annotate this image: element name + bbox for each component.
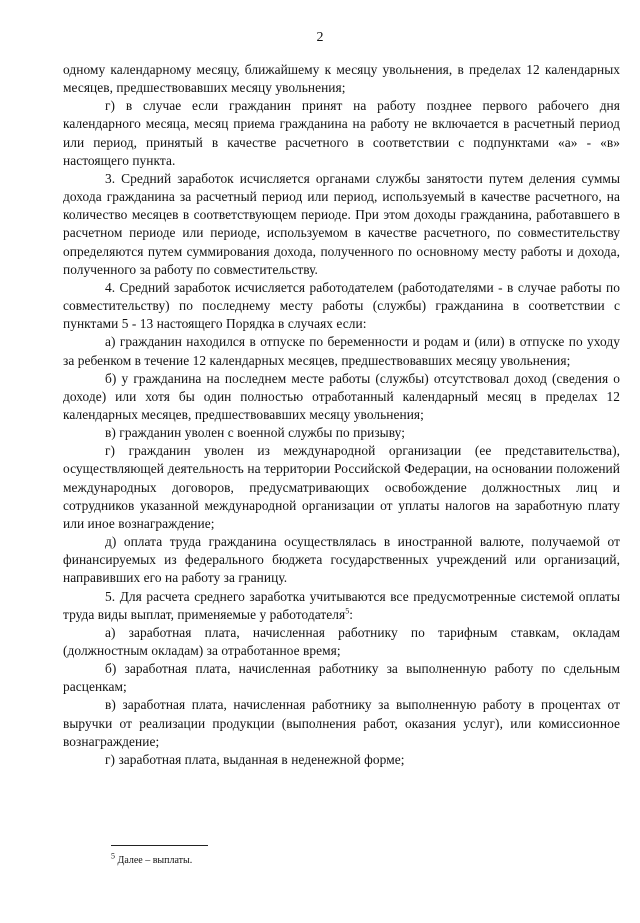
paragraph-5-item-v: в) заработная плата, начисленная работнику за выполненную работу в процентах от выручки от реализации продукции (выполнения работ, оказания услуг), или комиссионное вознаграждение; [63,697,620,749]
footnote-marker: 5 [111,851,115,861]
paragraph-4-item-d: д) оплата труда гражданина осуществлялась в иностранной валюте, получаемой от финансируемых из федерального бюджета государственных учреждений или организаций, направивших его на работу за границу. [63,534,620,586]
footnote-divider [111,845,208,846]
paragraph-5-text: 5. Для расчета среднего заработка учитываются все предусмотренные системой оплаты труда виды выплат, применяемые у работодателя [63,588,620,622]
footnote-reference: 5 [345,606,350,616]
paragraph-5 [63,588,620,624]
paragraph-5-item-a: а) заработная плата, начисленная работнику по тарифным ставкам, окладам (должностным окладам) за отработанное время; [63,624,620,658]
paragraph-5-item-g: г) заработная плата, выданная в неденежной форме; [105,751,405,767]
paragraph-5-item-b: б) заработная плата, начисленная работнику за выполненную работу по сдельным расценкам; [63,661,620,695]
paragraph-5-suffix: : [349,606,354,622]
paragraph-4-item-v: в) гражданин уволен с военной службы по призыву; [105,425,405,441]
paragraph-4-item-a: а) гражданин находился в отпуске по беременности и родам и (или) в отпуске по уходу за ребенком в течение 12 календарных месяцев, предшествовавших месяцу увольнения; [63,334,620,368]
paragraph-4: 4. Средний заработок исчисляется работодателем (работодателями - в случае работы по совместительству) по последнему месту работы (службы) гражданина в соответствии с пунктами 5 - 13 настоящего Порядка в случаях если: [63,279,620,332]
paragraph-3: 3. Средний заработок исчисляется органами службы занятости путем деления суммы дохода гражданина за расчетный период или период, используемый в качестве расчетного, на количество месяцев в соответствующем периоде. При этом доходы гражданина, работавшего в расчетном периоде или периоде, используемом в качестве расчетного, по совместительству определяются путем суммирования дохода, полученного по основному месту работы и дохода, полученного за работу по совместительству. [63,170,620,277]
document-body [63,61,620,769]
paragraph-4-item-g: г) гражданин уволен из международной организации (ее представительства), осуществляющей деятельность на территории Российской Федерации, на основании положений международных договоров, предусматривающих освобождение должностных лиц и сотрудников указанной международной организации от уплаты налогов на заработную плату или иное вознаграждение; [63,443,620,531]
footnote-text: Далее – выплаты. [115,855,193,866]
footnote [111,851,193,867]
paragraph-4-item-b: б) у гражданина на последнем месте работы (службы) отсутствовал доход (сведения о доходе) или хотя бы один полностью отработанный календарный месяц в пределах 12 календарных месяцев, предшествовавших месяцу увольнения; [63,370,620,422]
page-number: 2 [316,30,324,45]
paragraph-continuation: одному календарному месяцу, ближайшему к месяцу увольнения, в пределах 12 календарных месяцев, предшествовавших месяцу увольнения; [63,62,620,96]
paragraph-item-g-period: г) в случае если гражданин принят на работу позднее первого рабочего дня календарного месяца, месяц приема гражданина на работу не включается в расчетный период или период, принятый в качестве расчетного в соответствии с подпунктами «а» - «в» настоящего пункта. [63,98,620,168]
